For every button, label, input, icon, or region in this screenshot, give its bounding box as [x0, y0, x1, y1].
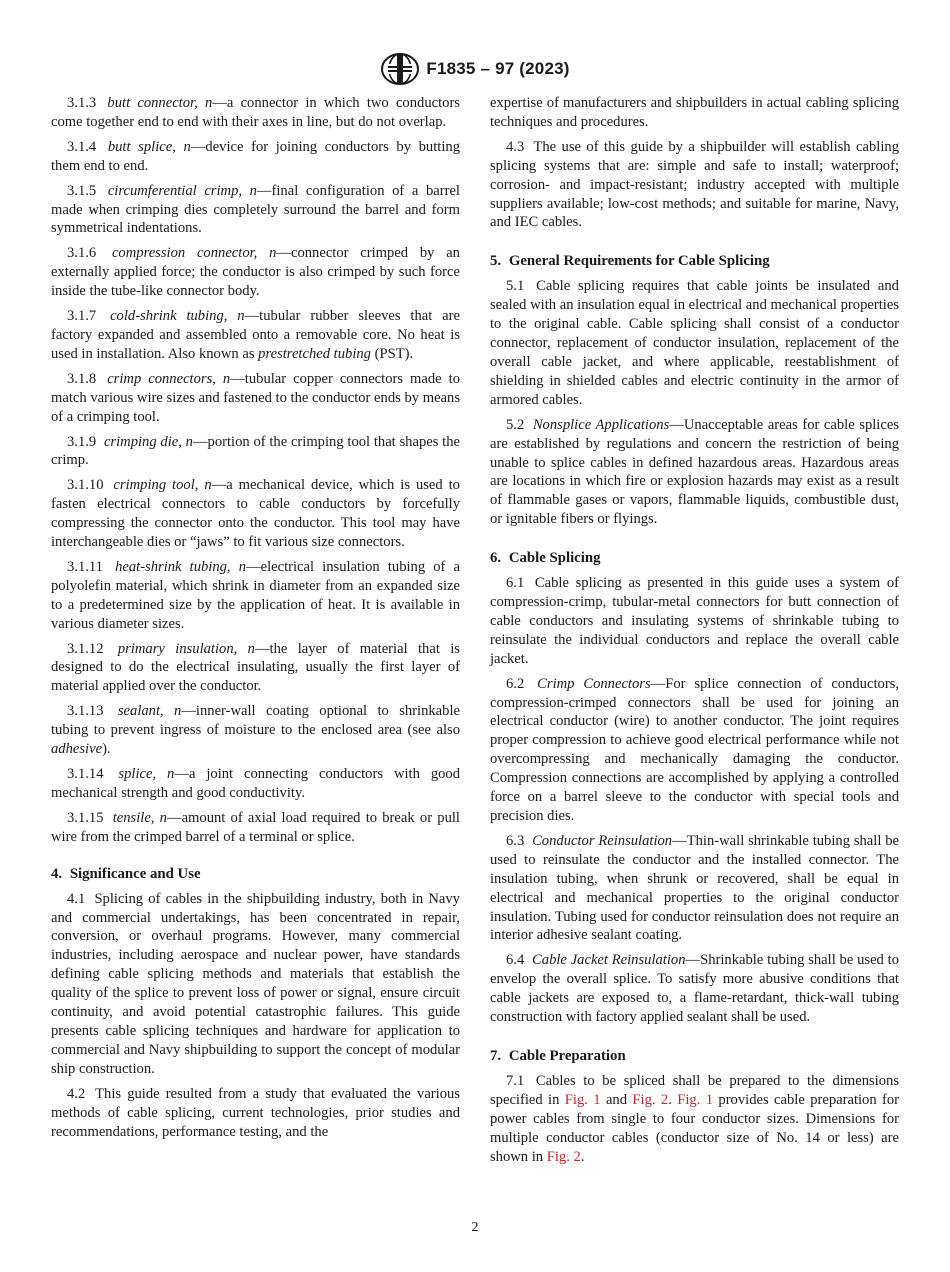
paragraph-7-1: 7.1 Cables to be spliced shall be prepared to the dimensions specified in Fig. 1 and Fig. 2. Fig. 1 provides cable preparation for power cables from single to four conductor sizes. Dimensions for multiple conductor cables (conductor size of No. 14 or less) are shown in Fig. 2. [490, 1072, 900, 1165]
section-heading-7: 7. Cable Preparation [490, 1047, 626, 1064]
definition-3-1-3: 3.1.3 butt connector, n—a connector in which two conductors come together end to end with their axes in line, but do not overlap. [51, 95, 460, 130]
document-designation: F1835 – 97 (2023) [426, 59, 570, 78]
definition-3-1-13: 3.1.13 sealant, n—inner-wall coating optional to shrinkable tubing to prevent ingress of moisture to the enclosed area (see also adhesive). [51, 703, 460, 758]
astm-logo-icon [380, 52, 420, 86]
definition-3-1-10: 3.1.10 crimping tool, n—a mechanical device, which is used to fasten electrical connectors to cable conductors by forcefully compressing the connector onto the conductor. This tool may have interchangeable dies or “jaws” to fit various size connectors. [51, 477, 460, 551]
figure-2-link[interactable]: Fig. 2 [546, 1148, 581, 1165]
page-number: 2 [471, 1220, 479, 1235]
paragraph-6-2: 6.2 Crimp Connectors—For splice connection of conductors, compression-crimped connectors shall be used for joining an electrical conductor (wire) to another conductor. The joint requires proper compression to achieve good electrical performance while not overcompressing and mechanically damaging the conductor. Compression connections are accomplished by applying a controlled force on a barrel sleeve to the conductor with special tools and precision dies. [490, 675, 900, 824]
figure-1-link[interactable]: Fig. 1 [564, 1091, 601, 1108]
paragraph-6-4: 6.4 Cable Jacket Reinsulation—Shrinkable tubing shall be used to envelop the overall splice. To satisfy more abusive conditions that cable jackets are exposed to, a flame-retardant, thick-wall tubing construction with factory applied sealant shall be used. [490, 952, 899, 1026]
section-heading-4: 4. Significance and Use [51, 865, 201, 882]
definition-3-1-12: 3.1.12 primary insulation, n—the layer of material that is designed to do the electrical insulating, usually the first layer of material applied over the conductor. [51, 640, 460, 695]
left-column [51, 94, 460, 1147]
paragraph-5-1: 5.1 Cable splicing requires that cable joints be insulated and sealed with an insulation equal in electrical and mechanical properties to the original cable. Cable splicing shall consist of a conductor connector, replacement of conductor insulation, replacement of the overall cable jacket, and where applicable, reestablishment of shielding in shielded cables and electric continuity in the armor of armored cables. [490, 278, 899, 408]
right-column [490, 94, 899, 1173]
paragraph-5-2: 5.2 Nonsplice Applications—Unacceptable areas for cable splices are established by regulations and concern the restriction of being unable to splice cables in defined hazardous areas. Hazardous areas are locations in which fire or explosion hazards may exist as a result of flammable gases or vapors, flammable liquids, combustible dust, or ignitable fibers or flyings. [490, 416, 899, 528]
definition-3-1-15: 3.1.15 tensile, n—amount of axial load required to break or pull wire from the crimped barrel of a terminal or splice. [51, 809, 460, 845]
paragraph-4-3: 4.3 The use of this guide by a shipbuilder will establish cabling splicing systems that are: simple and safe to install; waterproof; corrosion- and impact-resistant; industry accepted with multiple suppliers available; low-cost methods; and suitable for marine, Navy, and IEC cables. [490, 138, 899, 231]
paragraph-6-1: 6.1 Cable splicing as presented in this guide uses a system of compression-crimp, tubular-metal connectors for butt connection of cable conductors and insulating systems of shrinkable tubing to reinsulate the individual conductors and replace the overall cable jacket. [490, 575, 899, 667]
section-heading-6: 6. Cable Splicing [490, 550, 601, 567]
definition-3-1-11: 3.1.11 heat-shrink tubing, n—electrical insulation tubing of a polyolefin material, which shrink in diameter from an expanded size to a predetermined size by the application of heat. It is available in various diameter sizes. [51, 558, 460, 632]
definition-3-1-14: 3.1.14 splice, n—a joint connecting conductors with good mechanical strength and good conductivity. [51, 766, 461, 801]
figure-1-link[interactable]: Fig. 1 [677, 1091, 714, 1108]
paragraph-4-2: 4.2 This guide resulted from a study that evaluated the various methods of cable splicing, current technologies, prior studies and recommendations, performance testing, and the [51, 1085, 460, 1140]
definition-3-1-4: 3.1.4 butt splice, n—device for joining conductors by butting them end to end. [51, 138, 460, 174]
paragraph-4-2-continued: expertise of manufacturers and shipbuilders in actual cabling splicing techniques and procedures. [490, 95, 899, 130]
definition-3-1-5: 3.1.5 circumferential crimp, n—final configuration of a barrel made when crimping dies completely surround the barrel and form symmetrical indentations. [51, 182, 460, 237]
figure-2-link[interactable]: Fig. 2 [632, 1091, 669, 1108]
paragraph-4-1: 4.1 Splicing of cables in the shipbuilding industry, both in Navy and commercial undertakings, has been concentrated in repair, conversion, or overhaul programs. However, many commercial industries, including aerospace and nuclear power, have standards defining cable splicing methods and materials that establish the quality of the splice to prevent loss of power or signal, ensure circuit continuity, and avoid potential catastrophic failures. This guide presents cable splicing techniques and hardware for application to commercial and Navy shipbuilding to support the concept of modular ship construction. [51, 890, 460, 1077]
page-header [0, 52, 950, 91]
section-heading-5: 5. General Requirements for Cable Splicing [490, 253, 770, 270]
definition-3-1-7: 3.1.7 cold-shrink tubing, n—tubular rubber sleeves that are factory expanded and assembled onto a removable core. No heat is used in installation. Also known as prestretched tubing (PST). [51, 308, 460, 362]
paragraph-6-3: 6.3 Conductor Reinsulation—Thin-wall shrinkable tubing shall be used to reinsulate the conductor and the installed connector. The insulation tubing, when shrunk or recovered, shall be equal in electrical and mechanical properties to the original conductor insulation. Tubing used for conductor reinsulation does not require an interior adhesive sealant coating. [490, 832, 899, 944]
definition-3-1-6: 3.1.6 compression connector, n—connector crimped by an externally applied force; the conductor is also crimped by such force inside the tube-like connector body. [51, 245, 460, 300]
definition-3-1-8: 3.1.8 crimp connectors, n—tubular copper connectors made to match various wire sizes and fastened to the conductor ends by means of a crimping tool. [51, 370, 460, 425]
definition-3-1-9: 3.1.9 crimping die, n—portion of the crimping tool that shapes the crimp. [51, 433, 460, 469]
